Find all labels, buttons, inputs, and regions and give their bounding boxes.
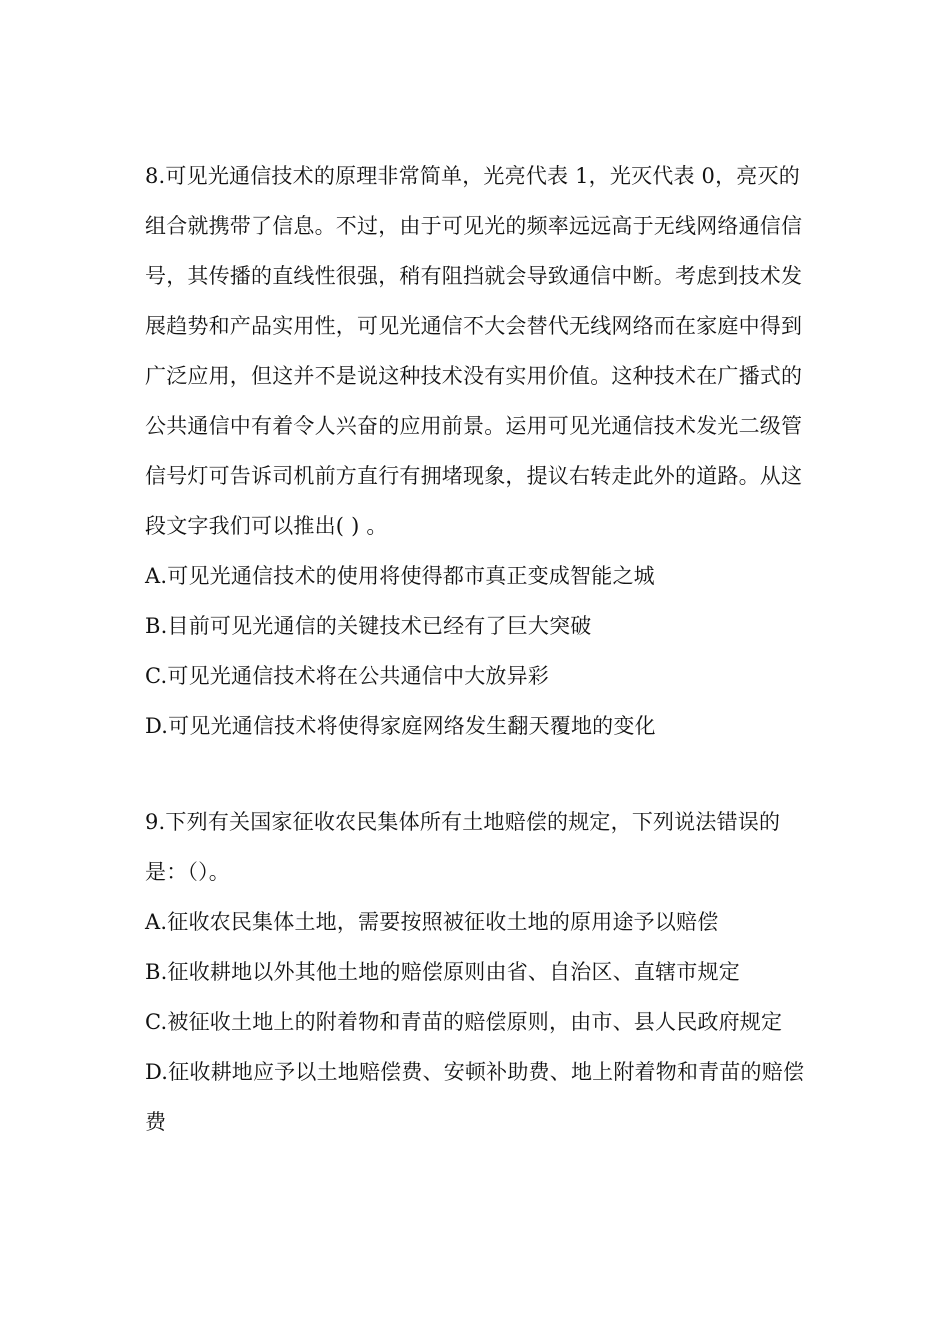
- option-a: A.征收农民集体土地，需要按照被征收土地的原用途予以赔偿: [145, 910, 719, 934]
- option-b: B.征收耕地以外其他土地的赔偿原则由省、自治区、直辖市规定: [145, 960, 740, 984]
- option-d: D.征收耕地应予以土地赔偿费、安顿补助费、地上附着物和青苗的赔偿费: [145, 1060, 805, 1134]
- question-stem: 8.可见光通信技术的原理非常简单，光亮代表 1，光灭代表 0，亮灭的组合就携带了信息。不过，由于可见光的频率远远高于无线网络通信信号，其传播的直线性很强，稍有阻挡就会导致通信中断。考虑到技术发展趋势和产品实用性，可见光通信不大会替代无线网络而在家庭中得到广泛应用，但这并不是说这种技术没有实用价值。这种技术在广播式的公共通信中有着令人兴奋的应用前景。运用可见光通信技术发光二级管信号灯可告诉司机前方直行有拥堵现象，提议右转走此外的道路。从这段文字我们可以推出( ) 。: [145, 164, 803, 538]
- question-9: [145, 797, 817, 1147]
- question-8: [145, 151, 817, 751]
- option-d: D.可见光通信技术将使得家庭网络发生翻天覆地的变化: [145, 714, 656, 738]
- option-c: C.被征收土地上的附着物和青苗的赔偿原则，由市、县人民政府规定: [145, 1010, 783, 1034]
- question-stem: 9.下列有关国家征收农民集体所有土地赔偿的规定，下列说法错误的是：（）。: [145, 810, 781, 884]
- option-c: C.可见光通信技术将在公共通信中大放异彩: [145, 664, 549, 688]
- option-a: A.可见光通信技术的使用将使得都市真正变成智能之城: [145, 564, 655, 588]
- option-b: B.目前可见光通信的关键技术已经有了巨大突破: [145, 614, 592, 638]
